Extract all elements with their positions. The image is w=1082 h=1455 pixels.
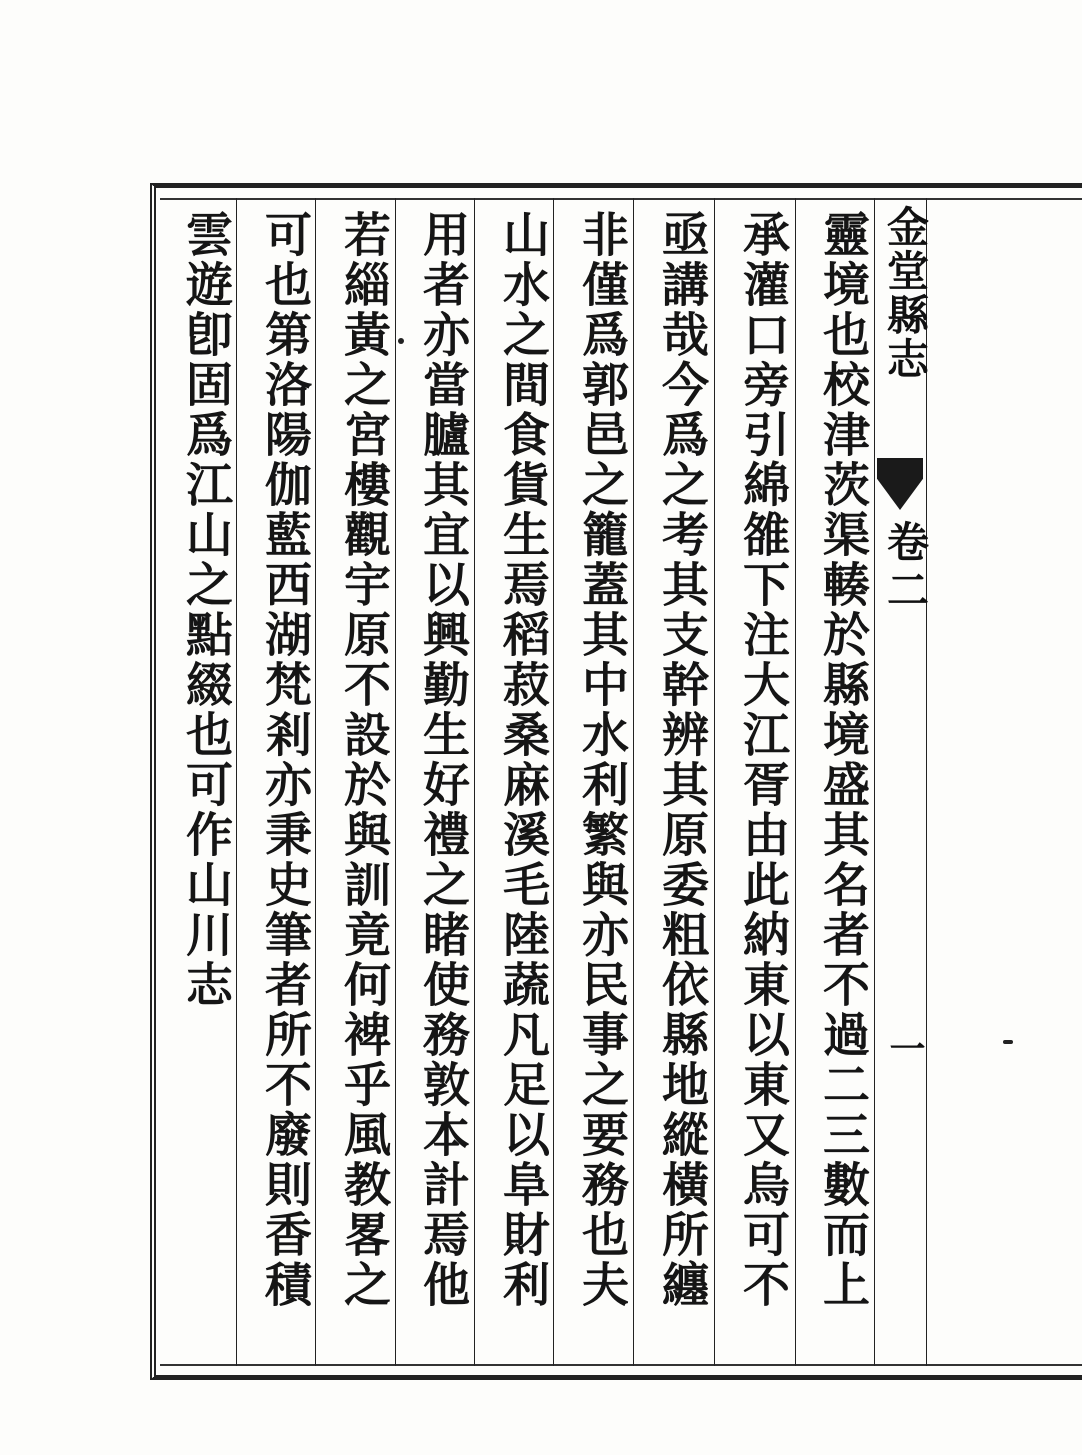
column-rule — [633, 198, 634, 1366]
text-column-2: 承灌口旁引綿雒下注大江胥由此納東以東又烏可不 — [735, 210, 790, 1310]
column-rule — [315, 198, 316, 1366]
banxin-juan: 卷二 — [881, 520, 930, 616]
column-rule — [474, 198, 475, 1366]
banxin-page-number: 一 — [884, 1030, 926, 1066]
column-rule — [395, 198, 396, 1366]
text-column-5: 山水之間食貨生焉稻菽桑麻溪毛陸蔬凡足以阜財利 — [495, 210, 550, 1310]
text-column-4: 非僅爲郭邑之籠蓋其中水利繁與亦民事之要務也夫 — [574, 210, 629, 1310]
column-rule — [236, 198, 237, 1366]
ink-speck — [398, 338, 404, 344]
text-column-9: 雲遊卽固爲江山之點綴也可作山川志 — [178, 210, 233, 1010]
column-rule — [795, 198, 796, 1366]
text-column-3: 亟講哉今爲之考其支幹辨其原委粗依縣地縱橫所纏 — [654, 210, 709, 1310]
text-column-7: 若緇黃之宮樓觀宇原不設於與訓竟何裨乎風教畧之 — [336, 210, 391, 1310]
column-rule — [874, 198, 875, 1366]
column-rule — [714, 198, 715, 1366]
column-rule — [553, 198, 554, 1366]
text-column-1: 靈境也校津茨渠輳於縣境盛其名者不過二三數而上 — [815, 210, 870, 1310]
text-column-6: 用者亦當臚其宜以興勤生好禮之睹使務敦本計焉他 — [415, 210, 470, 1310]
text-column-8: 可也第洛陽伽藍西湖梵剎亦秉史筆者所不廢則香積 — [257, 210, 312, 1310]
banxin-title: 金堂縣志 — [881, 205, 930, 381]
ink-speck — [1003, 1040, 1013, 1044]
